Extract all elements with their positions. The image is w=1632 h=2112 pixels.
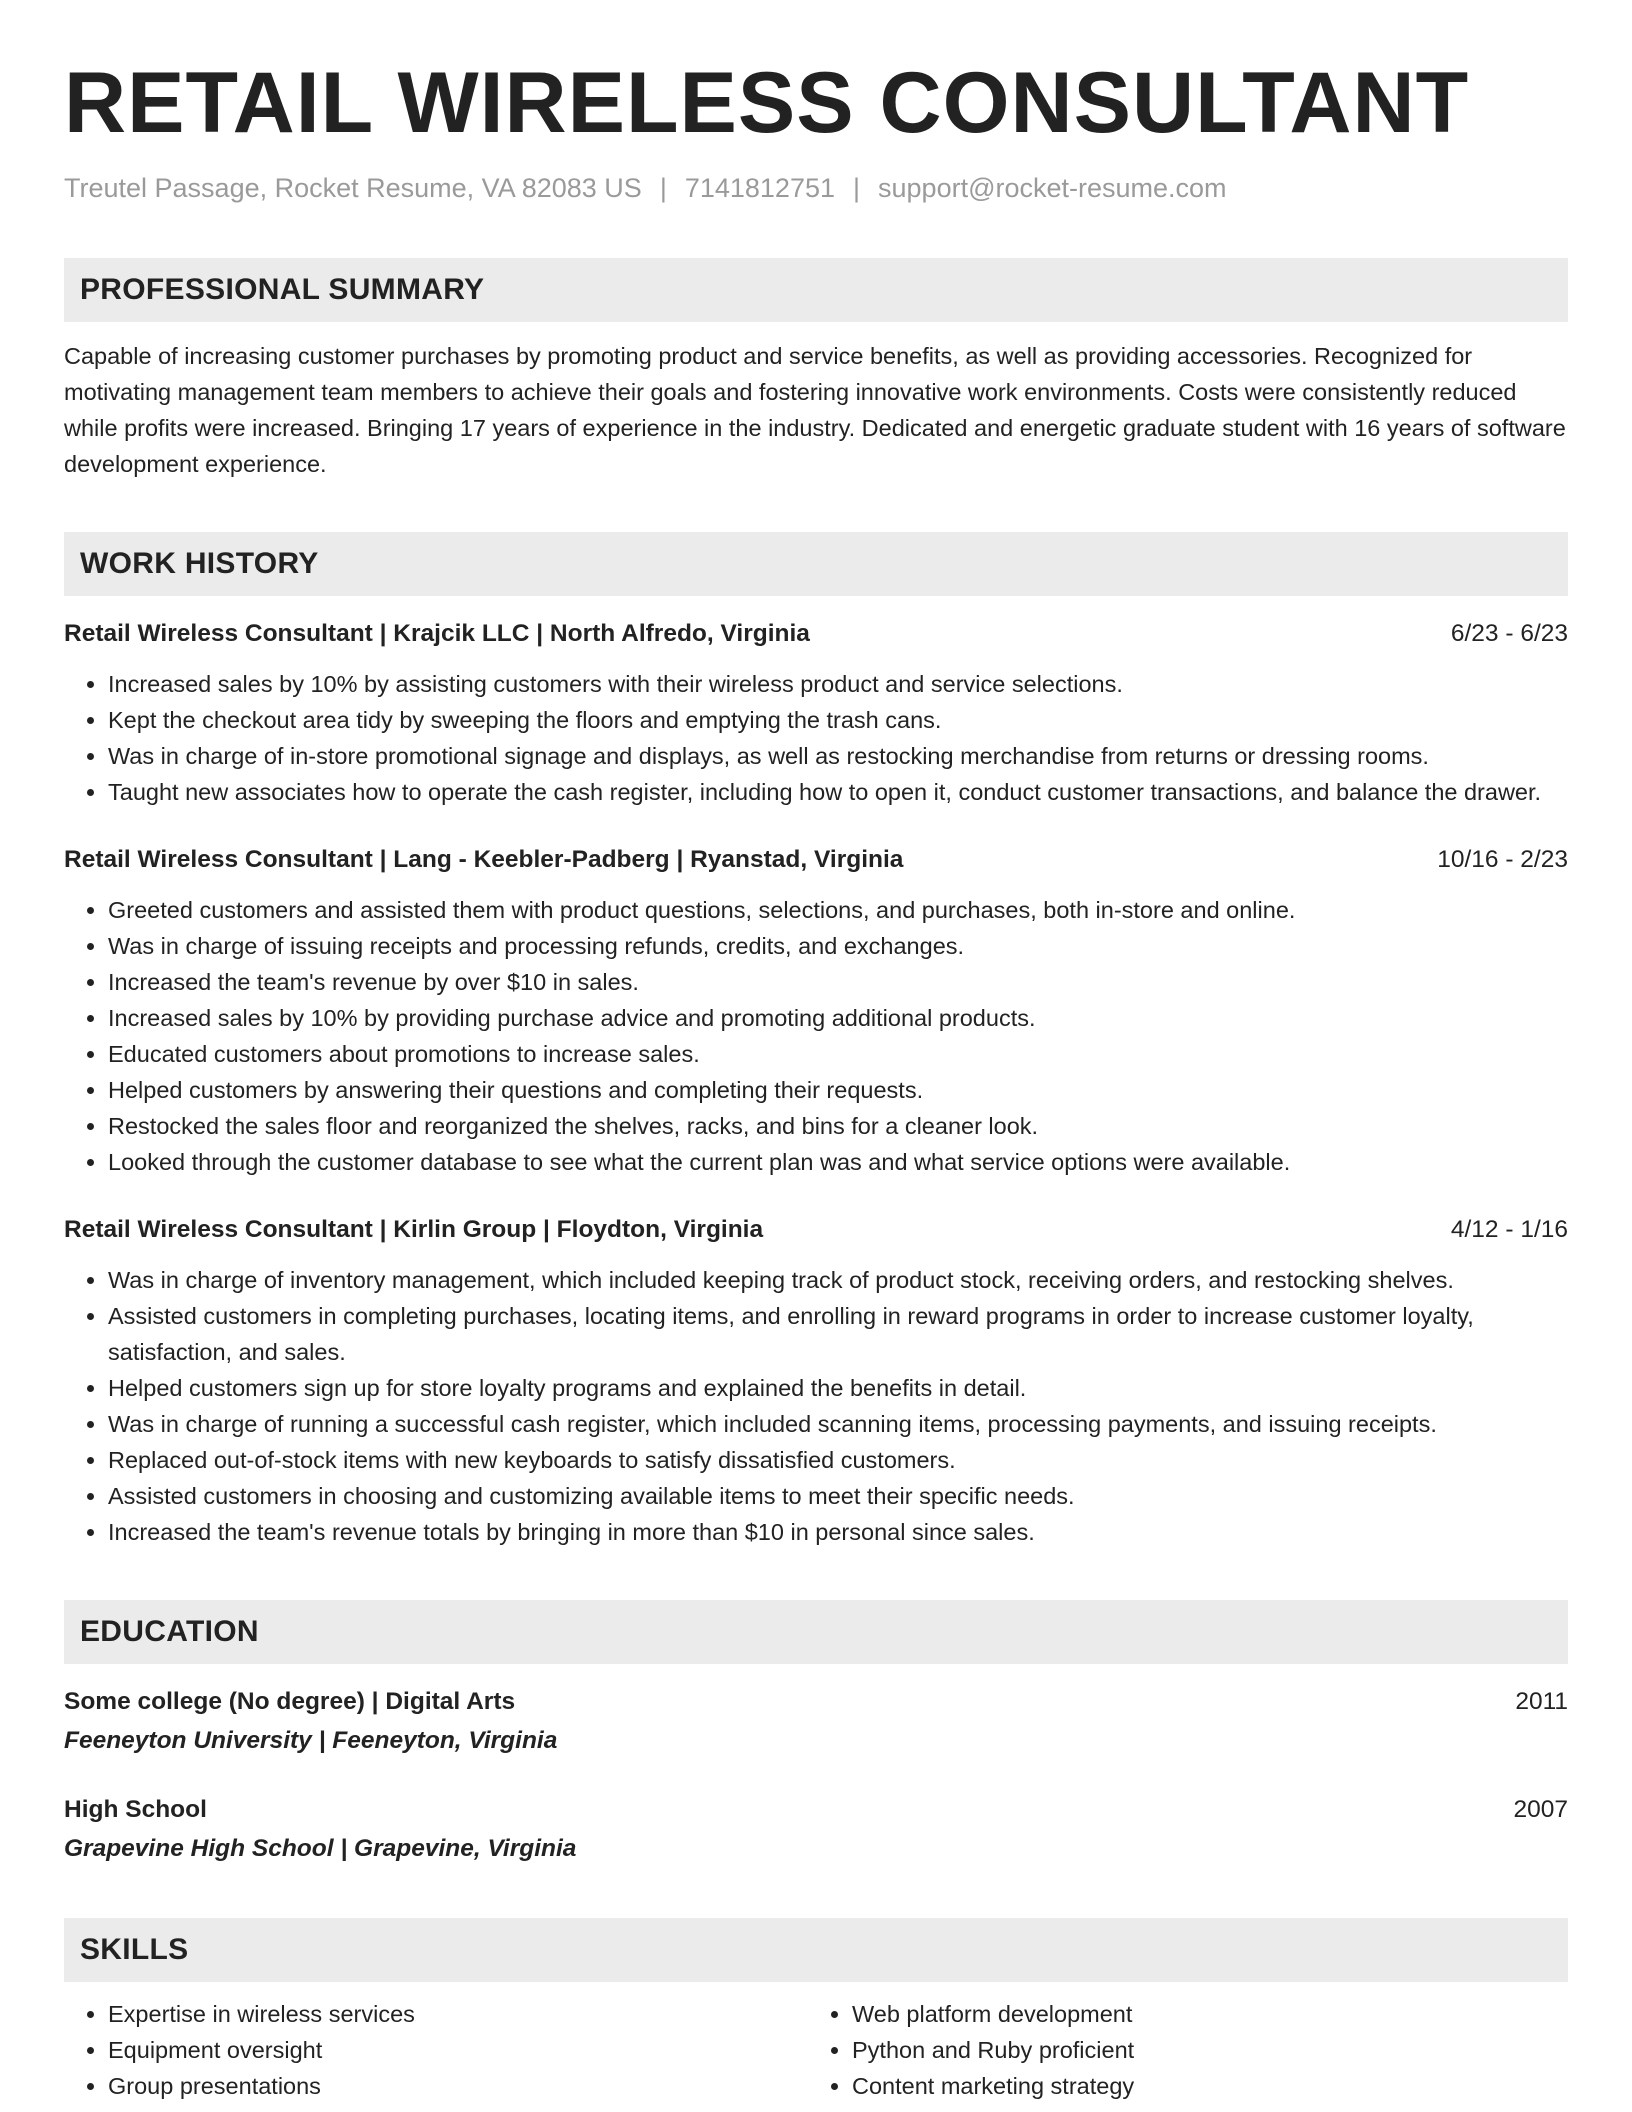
job-title: Retail Wireless Consultant | Lang - Keebler-Padberg | Ryanstad, Virginia bbox=[64, 846, 904, 873]
list-item: • Increased the team's revenue totals by bringing in more than $10 in personal since sales. bbox=[108, 1514, 1568, 1550]
contact-separator: | bbox=[659, 173, 667, 203]
education-school: Grapevine High School | Grapevine, Virginia bbox=[64, 1835, 577, 1862]
list-item: • Was in charge of inventory management, which included keeping track of product stock, receiving orders, and restocking shelves. bbox=[108, 1262, 1568, 1298]
list-item: • Increased the team's revenue by over $10 in sales. bbox=[108, 964, 1568, 1000]
job-entry bbox=[64, 842, 1568, 1180]
list-item: • Replaced out-of-stock items with new keyboards to satisfy dissatisfied customers. bbox=[108, 1442, 1568, 1478]
list-item: • Assisted customers in completing purchases, locating items, and enrolling in reward programs in order to increase customer loyalty, satisfaction, and sales. bbox=[108, 1298, 1568, 1370]
contact-address: Treutel Passage, Rocket Resume, VA 82083 US bbox=[64, 173, 642, 203]
list-item: • Greeted customers and assisted them with product questions, selections, and purchases, both in-store and online. bbox=[108, 892, 1568, 928]
education-entry bbox=[64, 1684, 1568, 1760]
section-heading-summary: PROFESSIONAL SUMMARY bbox=[64, 258, 1568, 322]
education-degree: High School bbox=[64, 1796, 207, 1823]
job-bullets bbox=[64, 1262, 1568, 1550]
contact-line bbox=[64, 170, 1568, 206]
resume-page bbox=[64, 52, 1568, 2104]
list-item: • Kept the checkout area tidy by sweeping the floors and emptying the trash cans. bbox=[108, 702, 1568, 738]
job-entry bbox=[64, 616, 1568, 810]
skills-list bbox=[64, 1996, 1568, 2104]
job-dates: 4/12 - 1/16 bbox=[1450, 1216, 1568, 1243]
section-heading-work: WORK HISTORY bbox=[64, 532, 1568, 596]
job-title: Retail Wireless Consultant | Krajcik LLC | North Alfredo, Virginia bbox=[64, 620, 810, 647]
job-entry bbox=[64, 1212, 1568, 1550]
list-item: • Group presentations bbox=[108, 2068, 808, 2104]
list-item: • Increased sales by 10% by assisting customers with their wireless product and service selections. bbox=[108, 666, 1568, 702]
section-heading-education: EDUCATION bbox=[64, 1600, 1568, 1664]
education-year: 2011 bbox=[1515, 1688, 1568, 1715]
list-item: • Was in charge of running a successful cash register, which included scanning items, processing payments, and issuing receipts. bbox=[108, 1406, 1568, 1442]
job-bullets bbox=[64, 892, 1568, 1180]
section-heading-skills: SKILLS bbox=[64, 1918, 1568, 1982]
list-item: • Taught new associates how to operate the cash register, including how to open it, conduct customer transactions, and balance the drawer. bbox=[108, 774, 1568, 810]
education-degree: Some college (No degree) | Digital Arts bbox=[64, 1688, 516, 1715]
list-item: • Expertise in wireless services bbox=[108, 1996, 808, 2032]
contact-email[interactable]: support@rocket-resume.com bbox=[878, 173, 1227, 203]
list-item: • Helped customers by answering their questions and completing their requests. bbox=[108, 1072, 1568, 1108]
list-item: • Web platform development bbox=[852, 1996, 1552, 2032]
list-item: • Content marketing strategy bbox=[852, 2068, 1552, 2104]
list-item: • Assisted customers in choosing and customizing available items to meet their specific needs. bbox=[108, 1478, 1568, 1514]
skills-column-right bbox=[808, 1996, 1552, 2104]
contact-phone: 7141812751 bbox=[684, 173, 835, 203]
list-item: • Equipment oversight bbox=[108, 2032, 808, 2068]
resume-name: RETAIL WIRELESS CONSULTANT bbox=[64, 55, 1470, 151]
list-item: • Restocked the sales floor and reorganized the shelves, racks, and bins for a cleaner look. bbox=[108, 1108, 1568, 1144]
list-item: • Looked through the customer database to see what the current plan was and what service options were available. bbox=[108, 1144, 1568, 1180]
education-entry bbox=[64, 1792, 1568, 1868]
job-title: Retail Wireless Consultant | Kirlin Group | Floydton, Virginia bbox=[64, 1216, 764, 1243]
summary-text: Capable of increasing customer purchases by promoting product and service benefits, as well as providing accessories. Recognized for motivating management team members to achieve their goals and fostering innovative work environments. Costs were consistently reduced while profits were increased. Bringing 17 years of experience in the industry. Dedicated and energetic graduate student with 16 years of software development experience. bbox=[64, 343, 1566, 477]
skills-column-left bbox=[64, 1996, 808, 2104]
job-dates: 10/16 - 2/23 bbox=[1437, 846, 1568, 873]
list-item: • Educated customers about promotions to increase sales. bbox=[108, 1036, 1568, 1072]
education-year: 2007 bbox=[1513, 1796, 1568, 1823]
list-item: • Increased sales by 10% by providing purchase advice and promoting additional products. bbox=[108, 1000, 1568, 1036]
list-item: • Helped customers sign up for store loyalty programs and explained the benefits in detail. bbox=[108, 1370, 1568, 1406]
job-dates: 6/23 - 6/23 bbox=[1450, 620, 1568, 647]
list-item: • Was in charge of issuing receipts and processing refunds, credits, and exchanges. bbox=[108, 928, 1568, 964]
job-bullets bbox=[64, 666, 1568, 810]
education-school: Feeneyton University | Feeneyton, Virginia bbox=[64, 1727, 558, 1754]
list-item: • Python and Ruby proficient bbox=[852, 2032, 1552, 2068]
list-item: • Was in charge of in-store promotional signage and displays, as well as restocking merchandise from returns or dressing rooms. bbox=[108, 738, 1568, 774]
contact-separator: | bbox=[853, 173, 861, 203]
